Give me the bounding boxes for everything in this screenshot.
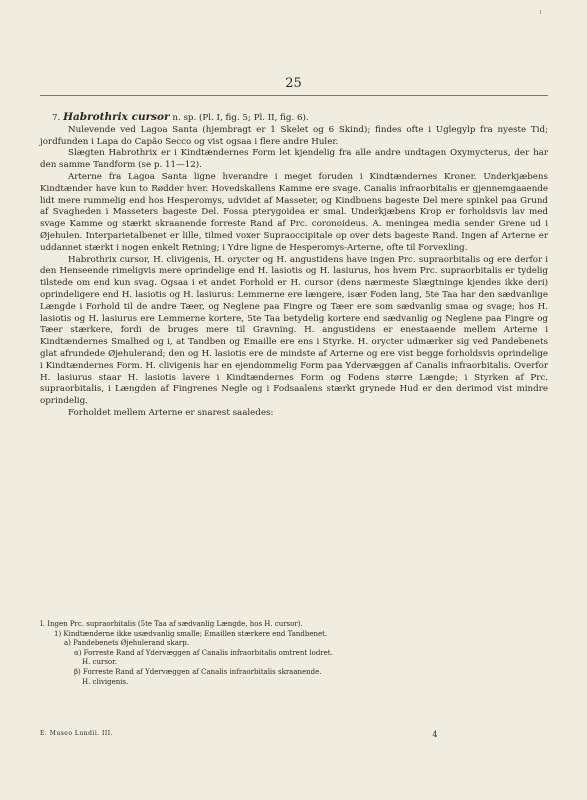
paragraph-2: Slægten Habrothrix er i Kindtændernes Form let kjendelig fra alle andre undtagen Oxymycterus, der har den samme Tandform (se p. 11—12). (40, 148, 548, 171)
paragraph-4: Habrothrix cursor, H. clivigenis, H. orycter og H. angustidens have ingen Prc. supraorbitalis og ere derfor i den Henseende rimeligvis mere oprindelige end H. lasiotis og H. lasiurus, hos hvem Prc. supraorbitalis er tydelig tilstede om end kun svag. Ogsaa i et andet Forhold er H. cursor (dens nærmeste Slægtninge kjendes ikke deri) oprindeligere end H. lasiotis og H. lasiurus: Lemmerne ere længere, især Foden lang, 5te Taa har den sædvanlige Længde i Forhold til de andre Tæer, og Neglene paa Fingre og Tæer ere som sædvanlig smaa og svage; hos H. lasiotis og H. lasiurus ere Lemmerne kortere, 5te Taa betydelig kortere end sædvanlig og Neglene paa Fingre og Tæer stærkere, fordi de bruges mere til Gravning. H. angustidens er enestaaende mellem Arterne i Kindtændernes Smalhed og i, at Tandben og Emaille ere ens i Styrke. H. orycter udmærker sig ved Pandebenets glat afrundede Øjehulerand; den og H. lasiotis ere de mindste af Arterne og ere vist begge forholdsvis oprindelige i Kindtændernes Form. H. clivigenis har en ejendommelig Form paa Ydervæggen af Canalis infraorbitalis. Overfor H. lasiurus staar H. lasiotis lavere i Kindtændernes Form og Fodens større Længde; i Styrken af Prc. supraorbitalis, i Længden af Fingrenes Negle og i Fodsaalens stærkt grynede Hud er den derimod vist mindre oprindelig. (40, 254, 548, 407)
key-line: H. cursor. (82, 658, 117, 667)
heading-genus: Habrothrix cursor (63, 111, 170, 123)
key-line: a) Pandebenets Øjehulerand skarp. (64, 639, 189, 648)
key-line: α) Forreste Rand af Ydervæggen af Canalis infraorbitalis omtrent lodret. (74, 648, 333, 657)
paragraph-1: Nulevende ved Lagoa Santa (hjembragt er 1 Skelet og 6 Skind); findes ofte i Uglegylp fra nyeste Tid; jordfunden i Lapa do Capão Secco og vist ogsaa i flere andre Huler. (40, 124, 548, 147)
corner-mark: ι (539, 8, 542, 16)
page-number: 25 (285, 76, 302, 91)
key-line: 1) Kindtænderne ikke usædvanlig smalle; Emaillen stærkere end Tandbenet. (54, 629, 328, 638)
key-line: I. Ingen Prc. supraorbitalis (5te Taa af sædvanlig Længde, hos H. cursor). (40, 620, 303, 628)
key-line: H. clivigenis. (82, 677, 129, 686)
key-list (40, 620, 548, 687)
paragraph-3: Arterne fra Lagoa Santa ligne hverandre i meget foruden i Kindtændernes Kroner. Underkjæbens Kindtænder have kun to Rødder hver. Hovedskallens Kamme ere svage. Canalis infraorbitalis er gjennemgaaende lidt mere rummelig end hos Hesperomys, udvidet af Masseter, og Kindbuens bageste Del mere spinkel paa Grund af Svagheden i Masseters bageste Del. Fossa pterygoidea er smal. Underkjæbens Krop er forholdsvis lav med svage Kamme og stærkt skraanende forreste Rand af Prc. coronoideus. A. meningea media sender Grene ud i Øjehulen. Interparietalbenet er lille, tilmed voxer Supraoccipitale op over dets bageste Rand. Ingen af Arterne er uddannet stærkt i nogen enkelt Retning; i Ydre ligne de Hesperomys-Arterne, ofte til Forvexling. (40, 171, 548, 253)
signature-text: E. Museo Lundii. III. (40, 730, 114, 737)
section-heading (40, 112, 548, 125)
key-line: β) Forreste Rand af Ydervæggen af Canalis infraorbitalis skraanende. (74, 667, 322, 676)
signature-number: 4 (432, 730, 438, 739)
article-body (40, 112, 548, 420)
heading-number: 7. (52, 113, 61, 123)
paragraph-5: Forholdet mellem Arterne er snarest saaledes: (68, 407, 274, 418)
signature-line (40, 730, 548, 737)
heading-rest: n. sp. (Pl. I, fig. 5; Pl. II, fig. 6). (169, 113, 309, 123)
header-rule (40, 95, 548, 96)
